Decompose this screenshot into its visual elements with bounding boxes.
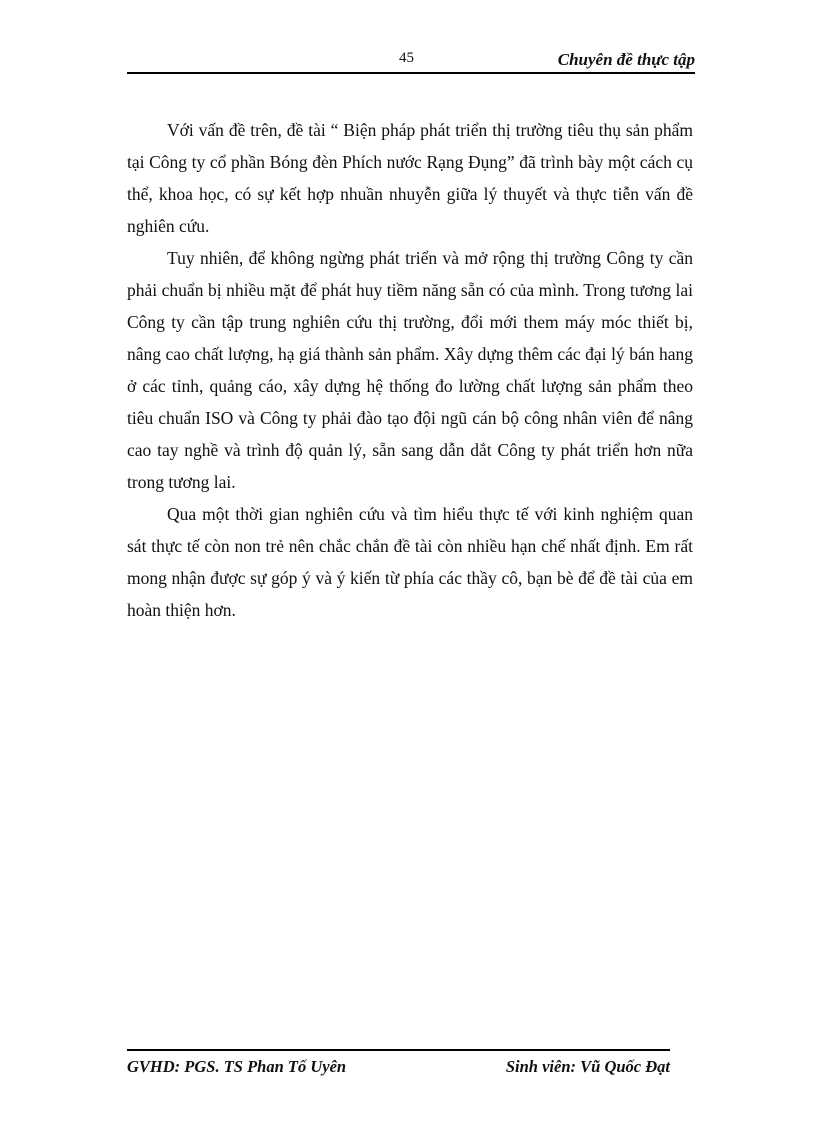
paragraph: Tuy nhiên, để không ngừng phát triển và mở rộng thị trường Công ty cần phải chuẩn bị nhiều mặt để phát huy tiềm năng sẵn có của mình. Trong tương lai Công ty cần tập trung nghiên cứu thị trường, đổi mới them máy móc thiết bị, nâng cao chất lượng, hạ giá thành sản phẩm. Xây dựng thêm các đại lý bán hang ở các tỉnh, quảng cáo, xây dựng hệ thống đo lường chất lượng sản phẩm theo tiêu chuẩn ISO và Công ty phải đào tạo đội ngũ cán bộ công nhân viên để nâng cao tay nghề và trình độ quản lý, sẵn sang dẫn dắt Công ty phát triển hơn nữa trong tương lai.	[127, 248, 693, 492]
page-footer	[127, 1049, 670, 1081]
body-text	[127, 114, 693, 626]
paragraph: Qua một thời gian nghiên cứu và tìm hiểu thực tế với kinh nghiệm quan sát thực tế còn non trẻ nên chắc chắn đề tài còn nhiều hạn chế nhất định. Em rất mong nhận được sự góp ý và ý kiến từ phía các thầy cô, bạn bè để đề tài của em hoàn thiện hơn.	[127, 504, 693, 620]
page-number: 45	[399, 50, 414, 66]
paragraph: Với vấn đề trên, đề tài “ Biện pháp phát triển thị trường tiêu thụ sản phẩm tại Công ty cổ phần Bóng đèn Phích nước Rạng Đụng” đã trình bày một cách cụ thể, khoa học, có sự kết hợp nhuần nhuyễn giữa lý thuyết và thực tiễn vấn đề nghiên cứu.	[127, 120, 693, 236]
footer-student: Sinh viên: Vũ Quốc Đạt	[505, 1057, 670, 1076]
page-header	[127, 44, 695, 74]
footer-advisor: GVHD: PGS. TS Phan Tố Uyên	[127, 1057, 347, 1076]
header-title: Chuyên đề thực tập	[557, 50, 695, 69]
